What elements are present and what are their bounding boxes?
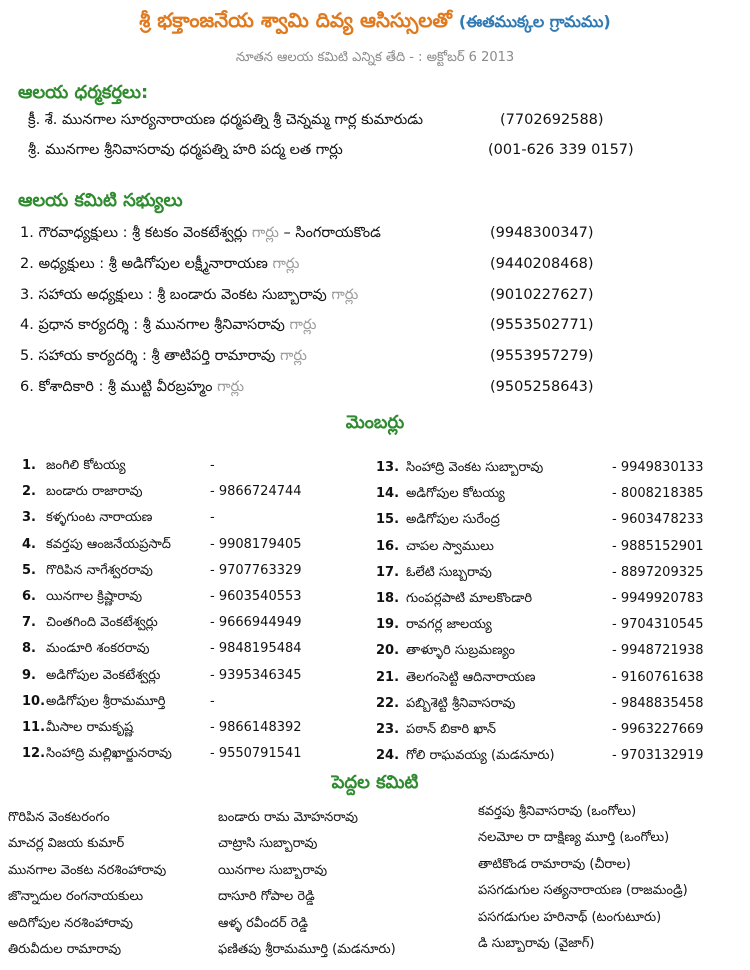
member-item (22, 694, 166, 712)
member-item (22, 589, 142, 607)
member-phone: - 9885152901 (612, 538, 704, 554)
trustee-text: క్రీ. శే. మునగాల సూర్యనారాయణ ధర్మపత్ని శ్రీ చెన్నమ్మ గార్ల కుమారుడు (28, 112, 424, 128)
committee-phone: (9440208468) (490, 255, 594, 272)
elder-item: అదిగోపుల నరశింహారావు (8, 915, 134, 931)
member-name: చింతగింది వెంకటేశ్వర్లు (46, 615, 158, 631)
member-number: 8. (22, 641, 36, 657)
member-number: 24. (376, 748, 400, 764)
member-number: 22. (376, 695, 400, 711)
member-name: అడిగోపుల శ్రీరామమూర్తి (46, 693, 166, 709)
elder-item: పసగడుగుల హరినాథ్ (టంగుటూరు) (478, 909, 662, 925)
trustee-phone: (7702692588) (500, 112, 604, 128)
member-name: యినగాల క్రిష్ణారావు (46, 589, 143, 604)
member-name: పబ్బిశెట్టి శ్రీనివాసరావు (406, 695, 516, 711)
member-item (22, 641, 149, 659)
committee-suffix: గార్లు (279, 348, 307, 365)
member-item (376, 643, 515, 661)
member-item (22, 746, 172, 764)
member-phone: - 9949830133 (612, 460, 704, 475)
member-number: 18. (376, 591, 400, 606)
member-number: 6. (22, 589, 36, 604)
elder-item: గొరిపిన వెంకటరంగం (8, 810, 110, 825)
member-number: 14. (376, 486, 400, 502)
committee-text: 4. ప్రధాన కార్యదర్శి : శ్రీ మునగాల శ్రీనివాసరావు (20, 317, 285, 334)
member-item (22, 458, 126, 476)
member-name: సింహాద్రి మల్లిఖార్జునరావు (46, 746, 172, 762)
member-number: 23. (376, 722, 400, 737)
trustee-text: శ్రీ. మునగాల శ్రీనివాసరావు ధర్మపత్ని హరి పద్మ లత గార్లు (28, 142, 343, 158)
member-phone: - (210, 510, 215, 526)
member-number: 17. (376, 564, 400, 580)
committee-phone: (9010227627) (490, 286, 594, 303)
committee-heading: ఆలయ కమిటి సభ్యులు (18, 190, 183, 211)
member-phone: - 9848835458 (612, 695, 704, 711)
member-item (376, 670, 536, 688)
member-name: రావగర్ల జాలయ్య (406, 617, 492, 633)
committee-text: 2. అధ్యక్షులు : శ్రీ అడిగోపుల లక్ష్మీనారాయణ (20, 255, 268, 272)
member-phone: - 9704310545 (612, 617, 704, 633)
committee-suffix: గార్లు (272, 255, 300, 272)
member-name: సింహాద్రి వెంకట సుబ్బారావు (406, 460, 544, 475)
member-name: ఓలేటి సుబ్బరావు (406, 564, 492, 580)
committee-suffix: గార్లు (217, 379, 245, 395)
elder-item: దాసూరి గోపాల రెడ్డి (218, 889, 315, 905)
elder-item: తిరువీదుల రామారావు (8, 942, 122, 957)
member-name: మండూరి శంకరరావు (46, 641, 150, 657)
committee-tail: – సింగరాయకొండ (283, 225, 381, 241)
committee-row (20, 225, 381, 245)
member-phone: - 9703132919 (612, 748, 704, 764)
elder-item: ఫణితపు శ్రీరామమూర్తి (మడనూరు) (218, 942, 396, 957)
member-name: అడిగోపుల వెంకటేశ్వర్లు (46, 667, 161, 683)
committee-phone: (9553502771) (490, 317, 594, 334)
member-name: పఠాన్ బికారి ఖాన్ (406, 722, 497, 737)
committee-row (20, 379, 244, 399)
elder-item: ఆళ్ళ రవీందర్ రెడ్డి (218, 915, 309, 931)
elders-heading: పెద్దల కమిటి (331, 772, 419, 793)
member-number: 5. (22, 562, 36, 578)
member-number: 15. (376, 512, 400, 528)
member-item (376, 539, 494, 557)
member-item (376, 696, 515, 714)
member-item (22, 537, 171, 555)
elder-item: జొన్నాదుల రంగనాయకులు (8, 889, 144, 905)
member-name: కవర్తపు ఆంజనేయప్రసాద్ (46, 536, 171, 552)
member-phone: - 9948721938 (612, 643, 704, 659)
member-phone: - 9603540553 (210, 589, 302, 604)
member-item (376, 591, 532, 609)
committee-row (20, 256, 299, 276)
member-phone: - 8008218385 (612, 486, 704, 502)
committee-text: 3. సహాయ అధ్యక్షులు : శ్రీ బండారు వెంకట సుబ్బారావు (20, 286, 327, 303)
member-name: జంగిలి కోటయ్య (46, 458, 126, 473)
member-number: 2. (22, 484, 36, 500)
committee-suffix: గార్లు (289, 317, 317, 334)
member-phone: - 9848195484 (210, 641, 302, 657)
elder-item: డి సుబ్బారావు (వైజాగ్) (478, 936, 595, 951)
member-phone: - (210, 458, 215, 473)
committee-text: 1. గౌరవాధ్యక్షులు : శ్రీ కటకం వెంకటేశ్వర్లు (20, 225, 248, 241)
member-number: 12. (22, 746, 46, 762)
member-number: 19. (376, 617, 400, 633)
committee-row (20, 317, 316, 337)
member-item (376, 617, 492, 635)
member-name: గోలి రాఘవయ్య (మడనూరు) (406, 748, 555, 764)
member-name: గొరిపిన నాగేశ్వరరావు (46, 562, 153, 578)
member-number: 7. (22, 615, 36, 631)
member-phone: - (210, 693, 215, 709)
date-line: నూతన ఆలయ కమిటి ఎన్నిక తేది - : అక్టోబర్ 6 2013 (235, 50, 515, 65)
member-name: బండారు రాజారావు (46, 484, 143, 500)
member-number: 16. (376, 538, 400, 554)
member-phone: - 9866148392 (210, 720, 302, 735)
committee-phone: (9505258643) (490, 379, 594, 395)
member-item (376, 722, 496, 740)
member-phone: - 9603478233 (612, 512, 704, 528)
member-item (376, 486, 505, 504)
member-phone: - 9666944949 (210, 615, 302, 631)
elder-item: చాట్రాసి సుబ్బారావు (218, 836, 318, 852)
member-number: 4. (22, 536, 36, 552)
elder-item: యినగాల సుబ్బారావు (218, 862, 328, 878)
committee-text: 6. కోశాదికారి : శ్రీ ముట్టి వీరబ్రహ్మం (20, 379, 213, 395)
member-item (22, 615, 158, 633)
member-phone: - 9550791541 (210, 746, 302, 762)
committee-row (20, 287, 358, 307)
member-name: కళ్ళగుంట నారాయణ (46, 510, 153, 526)
elder-item: నలమోల రా దాక్షిణ్య మూర్తి (ఒంగోలు) (478, 830, 670, 846)
elder-item: బండారు రామ మోహనరావు (218, 810, 359, 825)
member-item (376, 748, 555, 766)
member-item (22, 668, 160, 686)
member-phone: - 9908179405 (210, 536, 302, 552)
member-number: 9. (22, 667, 36, 683)
member-name: గుంపర్లపాటి మాలకొండారి (406, 591, 533, 606)
member-name: చాపల స్వాములు (406, 538, 494, 554)
page-title (0, 8, 750, 37)
member-number: 3. (22, 510, 36, 526)
members-heading: మెంబర్లు (345, 412, 405, 433)
committee-suffix: గార్లు (251, 225, 279, 241)
elder-item: మునగాల వెంకట నరశింహారావు (8, 862, 167, 878)
member-phone: - 9707763329 (210, 562, 302, 578)
committee-row (20, 348, 307, 368)
member-phone: - 8897209325 (612, 564, 704, 580)
member-phone: - 9949920783 (612, 591, 704, 606)
member-item (376, 512, 500, 530)
member-item (22, 510, 152, 528)
trustee-phone: (001-626 339 0157) (488, 142, 634, 158)
member-name: అడిగోపుల కోటయ్య (406, 486, 505, 502)
committee-phone: (9948300347) (490, 225, 594, 241)
member-name: తాళ్ళూరి సుబ్రమణ్యం (406, 643, 515, 659)
member-name: తెలగంసెట్టి ఆదినారాయణ (406, 669, 536, 685)
member-number: 11. (22, 720, 46, 735)
member-item (22, 484, 142, 502)
member-name: మీసాల రామకృష్ణ (46, 720, 134, 735)
member-phone: - 9963227669 (612, 722, 704, 737)
title-main: శ్రీ భక్తాంజనేయ శ్వామి దివ్య ఆసిస్సులతో (139, 8, 452, 32)
member-number: 13. (376, 460, 400, 475)
elder-item: పసగడుగుల సత్యనారాయణ (రాజమండ్రి) (478, 883, 688, 899)
elder-item: తాటికొండ రామారావు (చీరాల) (478, 856, 631, 872)
member-number: 21. (376, 669, 400, 685)
committee-phone: (9553957279) (490, 348, 594, 365)
member-item (22, 563, 153, 581)
committee-text: 5. సహాయ కార్యదర్శి : శ్రీ తాటిపర్తి రామారావు (20, 348, 276, 365)
member-phone: - 9866724744 (210, 484, 302, 500)
member-item (376, 565, 492, 583)
elder-item: కవర్తపు శ్రీనివాసరావు (ఒంగోలు) (478, 804, 637, 819)
member-number: 20. (376, 643, 400, 659)
trustees-heading: ఆలయ ధర్మకర్తలు: (18, 82, 149, 103)
committee-suffix: గార్లు (331, 286, 359, 303)
member-name: అడిగోపుల సురేంద్ర (406, 512, 500, 528)
member-phone: - 9395346345 (210, 667, 302, 683)
elder-item: మాచర్ల విజయ కుమార్ (8, 836, 125, 852)
member-phone: - 9160761638 (612, 669, 704, 685)
member-item (376, 460, 543, 478)
member-item (22, 720, 133, 738)
member-number: 10. (22, 693, 46, 709)
title-place: (ఈతముక్కల గ్రామము) (458, 12, 611, 31)
member-number: 1. (22, 458, 36, 473)
